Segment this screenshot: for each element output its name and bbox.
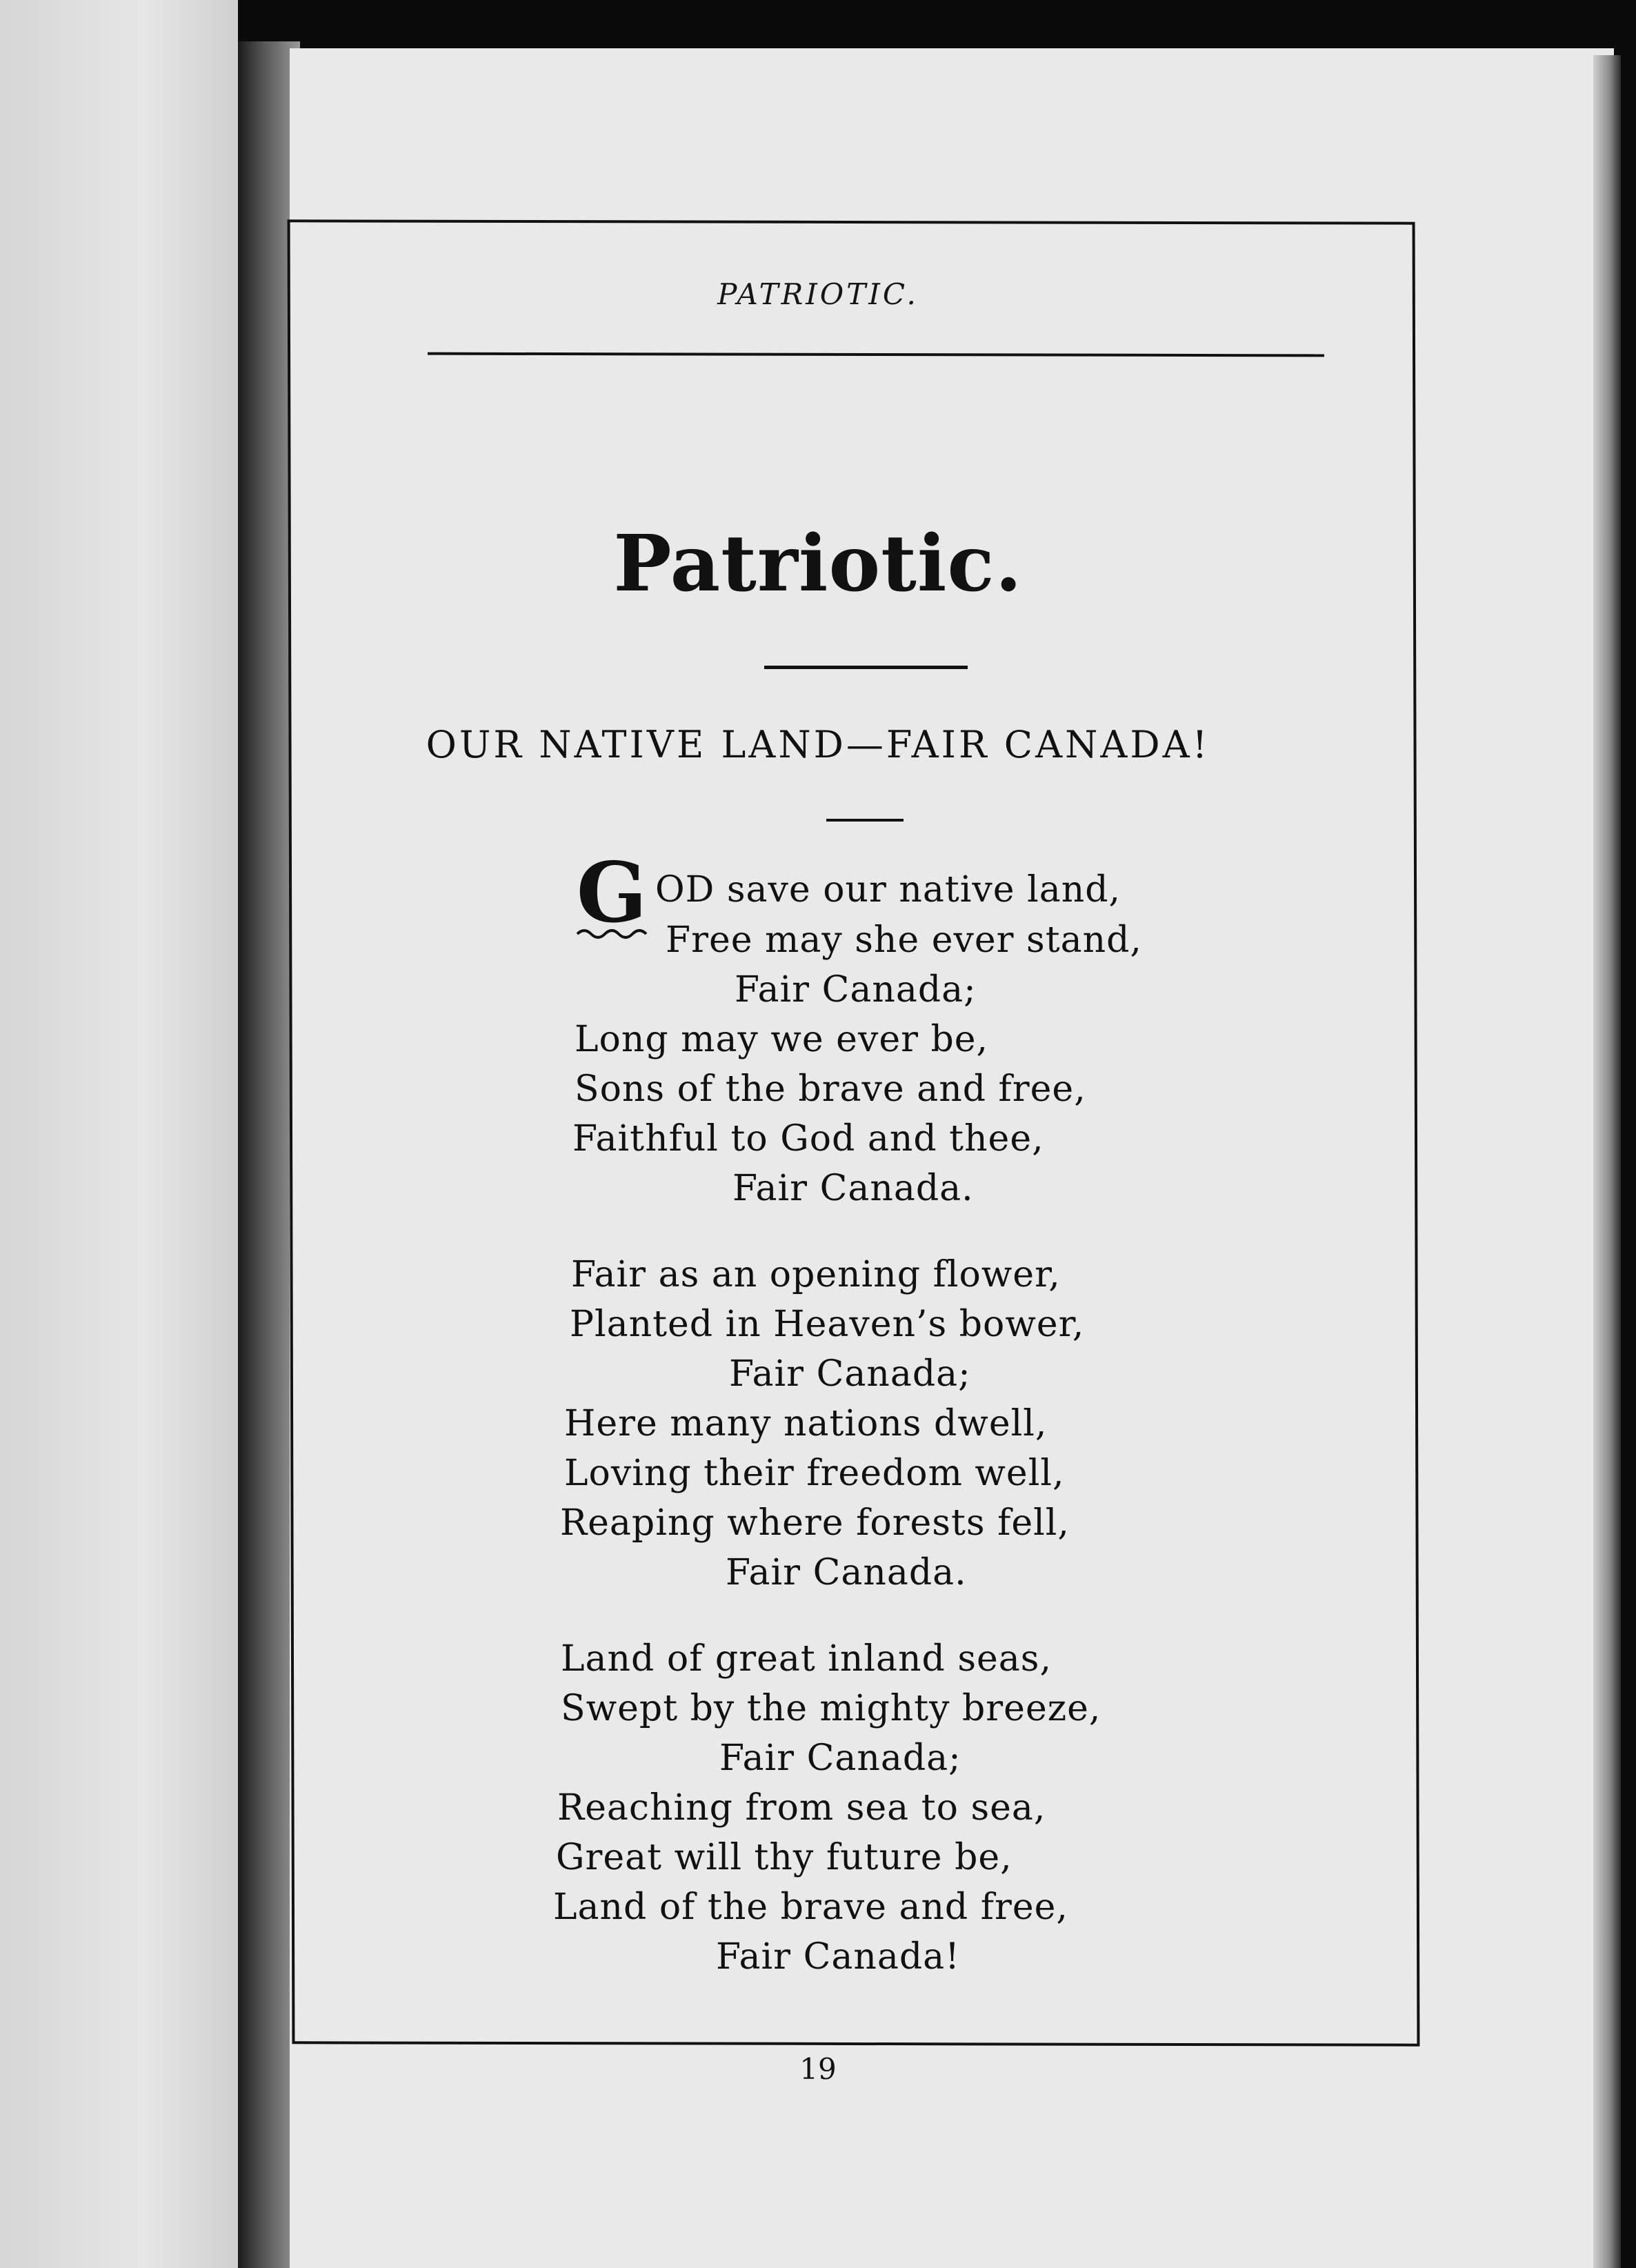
verse-3-line-1: Land of great inland seas, (561, 1638, 1053, 1680)
drop-cap-initial (575, 854, 649, 944)
verse-1-line-1: Free may she ever stand, (666, 919, 1142, 961)
verse-3-line-3: Fair Canada; (719, 1738, 961, 1779)
verse-1-line-3: Long may we ever be, (575, 1019, 989, 1060)
drop-cap-letter: G (576, 854, 648, 942)
page-edge (1593, 55, 1621, 2268)
verse-3-line-5: Great will thy future be, (556, 1837, 1012, 1878)
verse-1-line-4: Sons of the brave and free, (575, 1068, 1086, 1110)
verse-3-line-4: Reaching from sea to sea, (557, 1787, 1046, 1829)
section-title: Patriotic. (613, 519, 1023, 609)
verse-2-line-5: Loving their freedom well, (564, 1453, 1065, 1494)
verse-3-line-6: Land of the brave and free, (553, 1887, 1068, 1928)
song-title-rule (826, 819, 904, 822)
verse-3-line-2: Swept by the mighty breeze, (561, 1688, 1101, 1729)
verse-1-line-5: Faithful to God and thee, (572, 1118, 1044, 1160)
verse-2-line-6: Reaping where forests fell, (560, 1502, 1070, 1544)
verse-2-line-4: Here many nations dwell, (564, 1403, 1048, 1444)
left-page (0, 0, 238, 2268)
verse-2-line-3: Fair Canada; (729, 1353, 971, 1395)
verse-1-line-2: Fair Canada; (735, 969, 977, 1011)
verse-3-line-7: Fair Canada! (716, 1936, 961, 1978)
page-number: 19 (799, 2052, 837, 2086)
song-title: OUR NATIVE LAND—FAIR CANADA! (426, 723, 1210, 766)
verse-1-line-6: Fair Canada. (732, 1168, 974, 1209)
verse-2-line-2: Planted in Heaven’s bower, (570, 1304, 1085, 1345)
verse-line: OD save our native land, (655, 869, 1121, 911)
verse-2-line-1: Fair as an opening flower, (571, 1254, 1061, 1295)
title-rule (764, 666, 968, 669)
running-head: PATRIOTIC. (717, 277, 919, 311)
verse-2-line-7: Fair Canada. (726, 1552, 967, 1593)
